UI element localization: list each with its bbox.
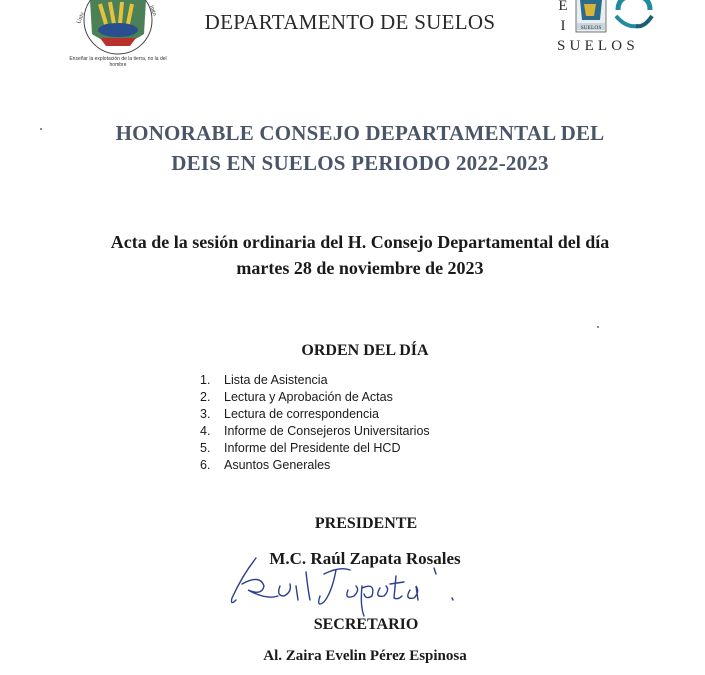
agenda-item — [200, 372, 430, 389]
agenda-item-number: 6. — [200, 458, 211, 472]
session-subtitle — [60, 229, 660, 281]
secretary-name: Al. Zaira Evelin Pérez Espinosa — [263, 648, 467, 664]
agenda-item-text: Informe del Presidente del HCD — [224, 441, 401, 455]
svg-text:ingo: ingo — [148, 4, 158, 17]
right-logo-badge: SUELOS — [580, 25, 602, 31]
title-line-2: DEIS EN SUELOS PERIODO 2022-2023 — [171, 151, 549, 175]
agenda-item — [200, 457, 430, 474]
agenda-item — [200, 423, 430, 440]
document-title — [60, 118, 660, 178]
right-logo-letter-e: E — [558, 0, 568, 14]
agenda-item-text: Lectura de correspondencia — [224, 407, 379, 421]
title-line-1: HONORABLE CONSEJO DEPARTAMENTAL DEL — [115, 121, 605, 145]
svg-text:Univ: Univ — [76, 11, 86, 25]
scan-speck — [597, 326, 599, 328]
president-role: PRESIDENTE — [314, 515, 418, 532]
agenda-item-number: 4. — [200, 424, 211, 438]
secretary-role: SECRETARIO — [313, 616, 419, 633]
right-logo-word: SUELOS — [557, 38, 639, 54]
agenda-item-text: Informe de Consejeros Universitarios — [224, 424, 430, 438]
agenda-item — [200, 406, 430, 423]
subtitle-line-1: Acta de la sesión ordinaria del H. Consejo Departamental del día — [110, 232, 610, 252]
president-name: M.C. Raúl Zapata Rosales — [269, 549, 461, 568]
agenda-item-number: 5. — [200, 441, 211, 455]
agenda-item-text: Lectura y Aprobación de Actas — [224, 390, 393, 404]
scan-speck — [40, 128, 42, 130]
agenda-item — [200, 440, 430, 457]
agenda-list — [200, 372, 430, 474]
agenda-item-number: 2. — [200, 390, 211, 404]
right-logo-letter-i: I — [560, 18, 566, 34]
president-signature — [220, 556, 480, 620]
agenda-item-number: 1. — [200, 373, 211, 387]
agenda-heading: ORDEN DEL DÍA — [301, 342, 429, 359]
agenda-item — [200, 389, 430, 406]
agenda-item-number: 3. — [200, 407, 211, 421]
university-seal-logo — [70, 0, 166, 64]
left-logo-caption: Enseñar la explotación de la tierra, no la del hombre — [69, 56, 167, 68]
subtitle-line-2: martes 28 de noviembre de 2023 — [236, 258, 484, 278]
right-logo-letters — [556, 0, 570, 36]
agenda-item-text: Asuntos Generales — [224, 458, 331, 472]
agenda-item-text: Lista de Asistencia — [224, 373, 328, 387]
department-name: DEPARTAMENTO DE SUELOS — [204, 10, 496, 34]
